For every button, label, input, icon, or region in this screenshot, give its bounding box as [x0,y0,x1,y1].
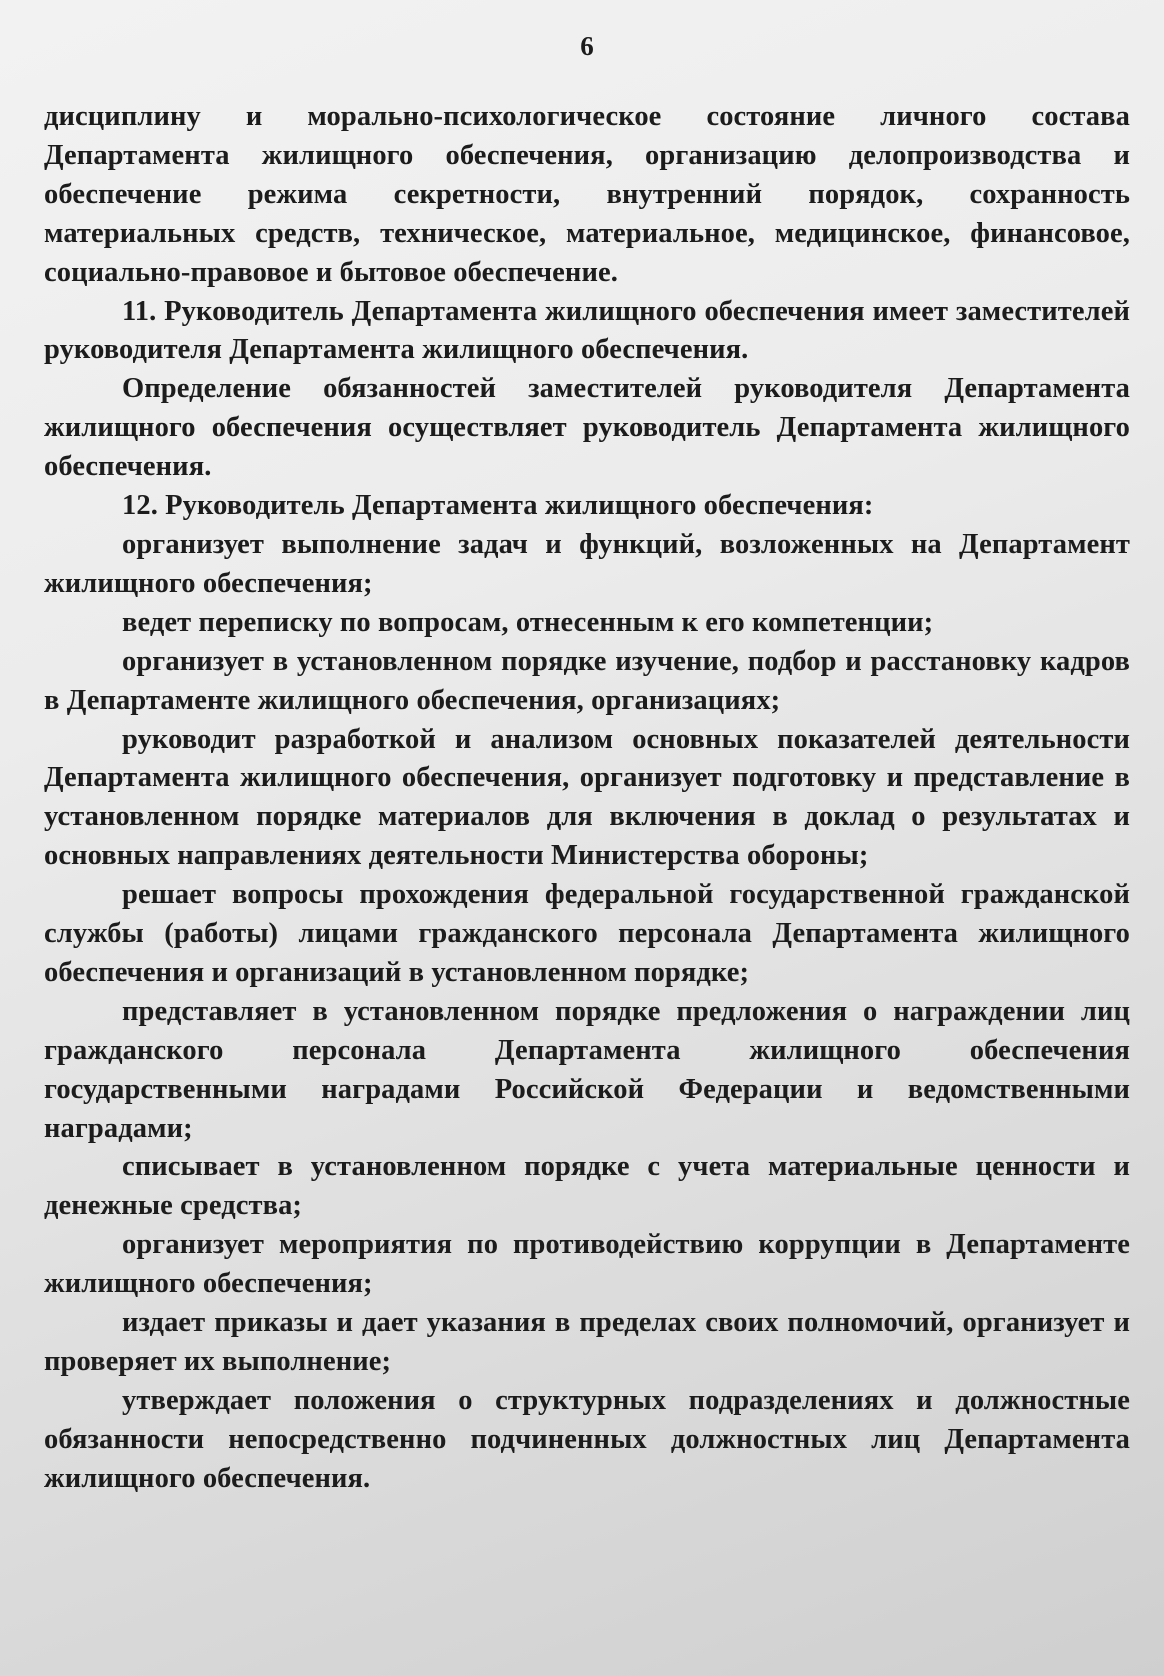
page-number: 6 [580,31,594,61]
paragraph-item-12: 12. Руководитель Департамента жилищного обеспечения: [122,490,874,522]
list-item-write-off: списывает в установленном порядке с учета материальные ценности и денежные средства; [44,1151,1130,1222]
paragraph-continuation: дисциплину и морально-психологическое состояние личного состава Департамента жилищного обеспечения, организацию делопроизводства и обеспечение режима секретности, внутренний порядок, сохранность материальных средств, техническое, материальное, медицинское, финансовое, социально-правовое и бытовое обеспечение. [44,101,1130,288]
list-item-personnel: организует в установленном порядке изучение, подбор и расстановку кадров в Департаменте жилищного обеспечения, организациях; [44,645,1130,716]
list-item-correspondence: ведет переписку по вопросам, отнесенным к его компетенции; [122,606,934,638]
list-item-indicators: руководит разработкой и анализом основных показателей деятельности Департамента жилищного обеспечения, организует подготовку и представление в установленном порядке материалов для включения в доклад о результатах и основных направлениях деятельности Министерства обороны; [44,723,1130,872]
list-item-anti-corruption: организует мероприятия по противодействию коррупции в Департаменте жилищного обеспечения; [44,1229,1130,1300]
document-body [44,98,1130,1499]
list-item-awards: представляет в установленном порядке предложения о награждении лиц гражданского персонала Департамента жилищного обеспечения государственными наградами Российской Федерации и ведомственными наградами; [44,995,1130,1144]
list-item-regulations: утверждает положения о структурных подразделениях и должностные обязанности непосредственно подчиненных должностных лиц Департамента жилищного обеспечения. [44,1384,1130,1494]
paragraph-deputies-duties: Определение обязанностей заместителей руководителя Департамента жилищного обеспечения осуществляет руководитель Департамента жилищного обеспечения. [44,373,1130,483]
list-item-orders: издает приказы и дает указания в пределах своих полномочий, организует и проверяет их выполнение; [44,1307,1130,1377]
paragraph-item-11: 11. Руководитель Департамента жилищного обеспечения имеет заместителей руководителя Департамента жилищного обеспечения. [44,295,1130,366]
list-item-tasks: организует выполнение задач и функций, возложенных на Департамент жилищного обеспечения; [44,528,1130,599]
list-item-civil-service: решает вопросы прохождения федеральной государственной гражданской службы (работы) лицами гражданского персонала Департамента жилищного обеспечения и организаций в установленном порядке; [44,879,1130,988]
